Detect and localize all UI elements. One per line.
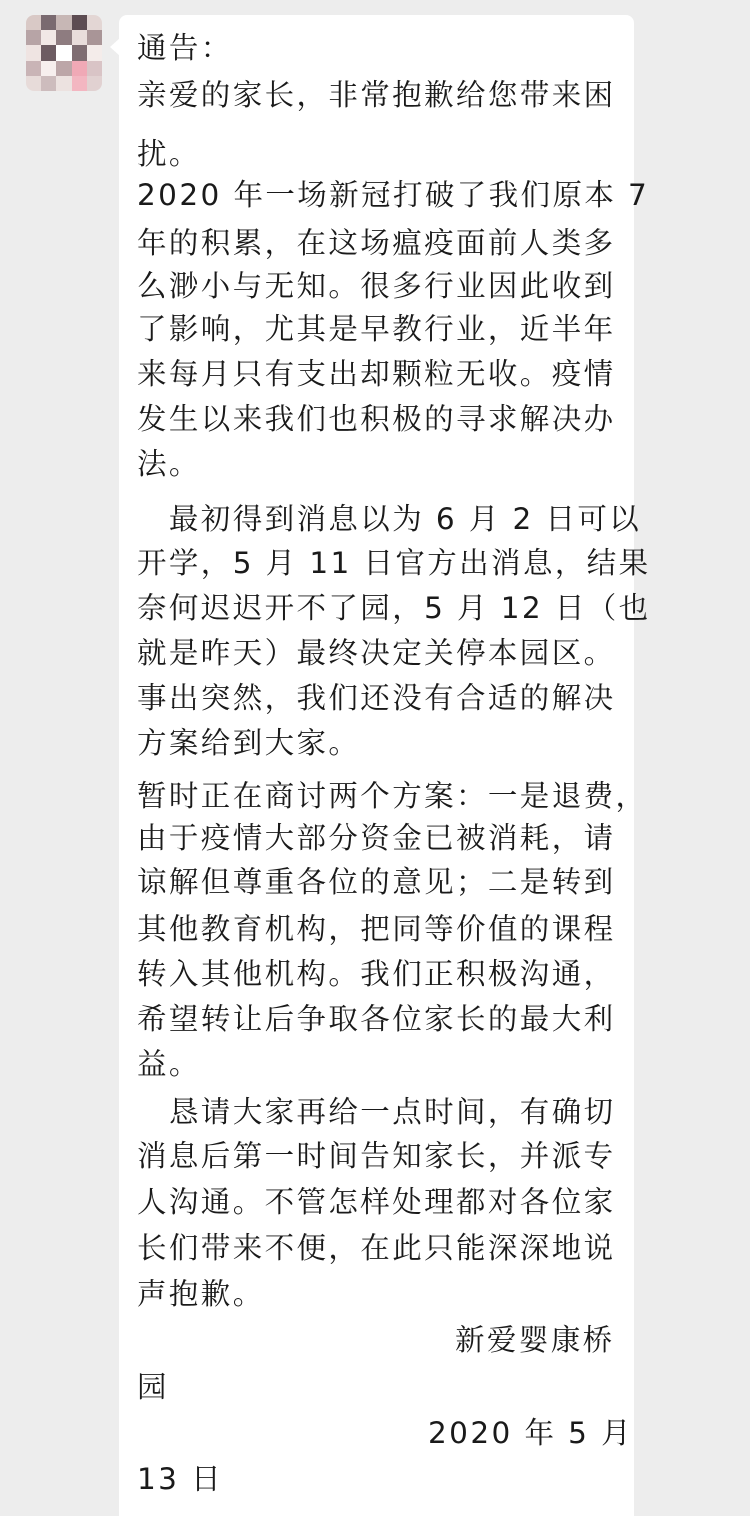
message-line: 了影响，尤其是早教行业，近半年 — [137, 312, 616, 346]
message-line: 其他教育机构，把同等价值的课程 — [137, 912, 616, 946]
message-line: 暂时正在商讨两个方案：一是退费， — [137, 779, 648, 813]
message-line: 转入其他机构。我们正积极沟通， — [137, 957, 616, 991]
message-line: 声抱歉。 — [137, 1277, 265, 1311]
message-line: 长们带来不便，在此只能深深地说 — [137, 1231, 616, 1265]
signature-date: 2020 年 5 月 — [428, 1416, 633, 1450]
message-line: 就是昨天）最终决定关停本园区。 — [137, 636, 616, 670]
message-line: 恳请大家再给一点时间，有确切 — [137, 1095, 616, 1129]
message-line: 法。 — [137, 447, 201, 481]
message-line: 来每月只有支出却颗粒无收。疫情 — [137, 357, 616, 391]
message-line: 最初得到消息以为 6 月 2 日可以 — [137, 502, 642, 536]
message-line: 通告： — [137, 31, 233, 65]
signature-org: 新爱婴康桥 — [455, 1323, 615, 1357]
message-line: 园 — [137, 1370, 169, 1404]
message-line: 开学，5 月 11 日官方出消息，结果 — [137, 546, 651, 580]
message-line: 人沟通。不管怎样处理都对各位家 — [137, 1185, 616, 1219]
message-line: 年的积累，在这场瘟疫面前人类多 — [137, 226, 616, 260]
message-line: 事出突然，我们还没有合适的解决 — [137, 681, 616, 715]
message-line: 扰。 — [137, 137, 201, 171]
avatar[interactable] — [26, 15, 102, 91]
message-line: 13 日 — [137, 1462, 224, 1496]
message-line: 亲爱的家长，非常抱歉给您带来困 — [137, 78, 616, 112]
message-line: 发生以来我们也积极的寻求解决办 — [137, 402, 616, 436]
message-line: 益。 — [137, 1047, 201, 1081]
message-line: 2020 年一场新冠打破了我们原本 7 — [137, 178, 650, 212]
message-line: 希望转让后争取各位家长的最大利 — [137, 1002, 616, 1036]
message-line: 方案给到大家。 — [137, 726, 361, 760]
message-line: 消息后第一时间告知家长，并派专 — [137, 1139, 616, 1173]
message-line: 么渺小与无知。很多行业因此收到 — [137, 269, 616, 303]
message-line: 谅解但尊重各位的意见；二是转到 — [137, 865, 616, 899]
message-line: 由于疫情大部分资金已被消耗，请 — [137, 821, 616, 855]
message-line: 奈何迟迟开不了园，5 月 12 日（也 — [137, 591, 651, 625]
